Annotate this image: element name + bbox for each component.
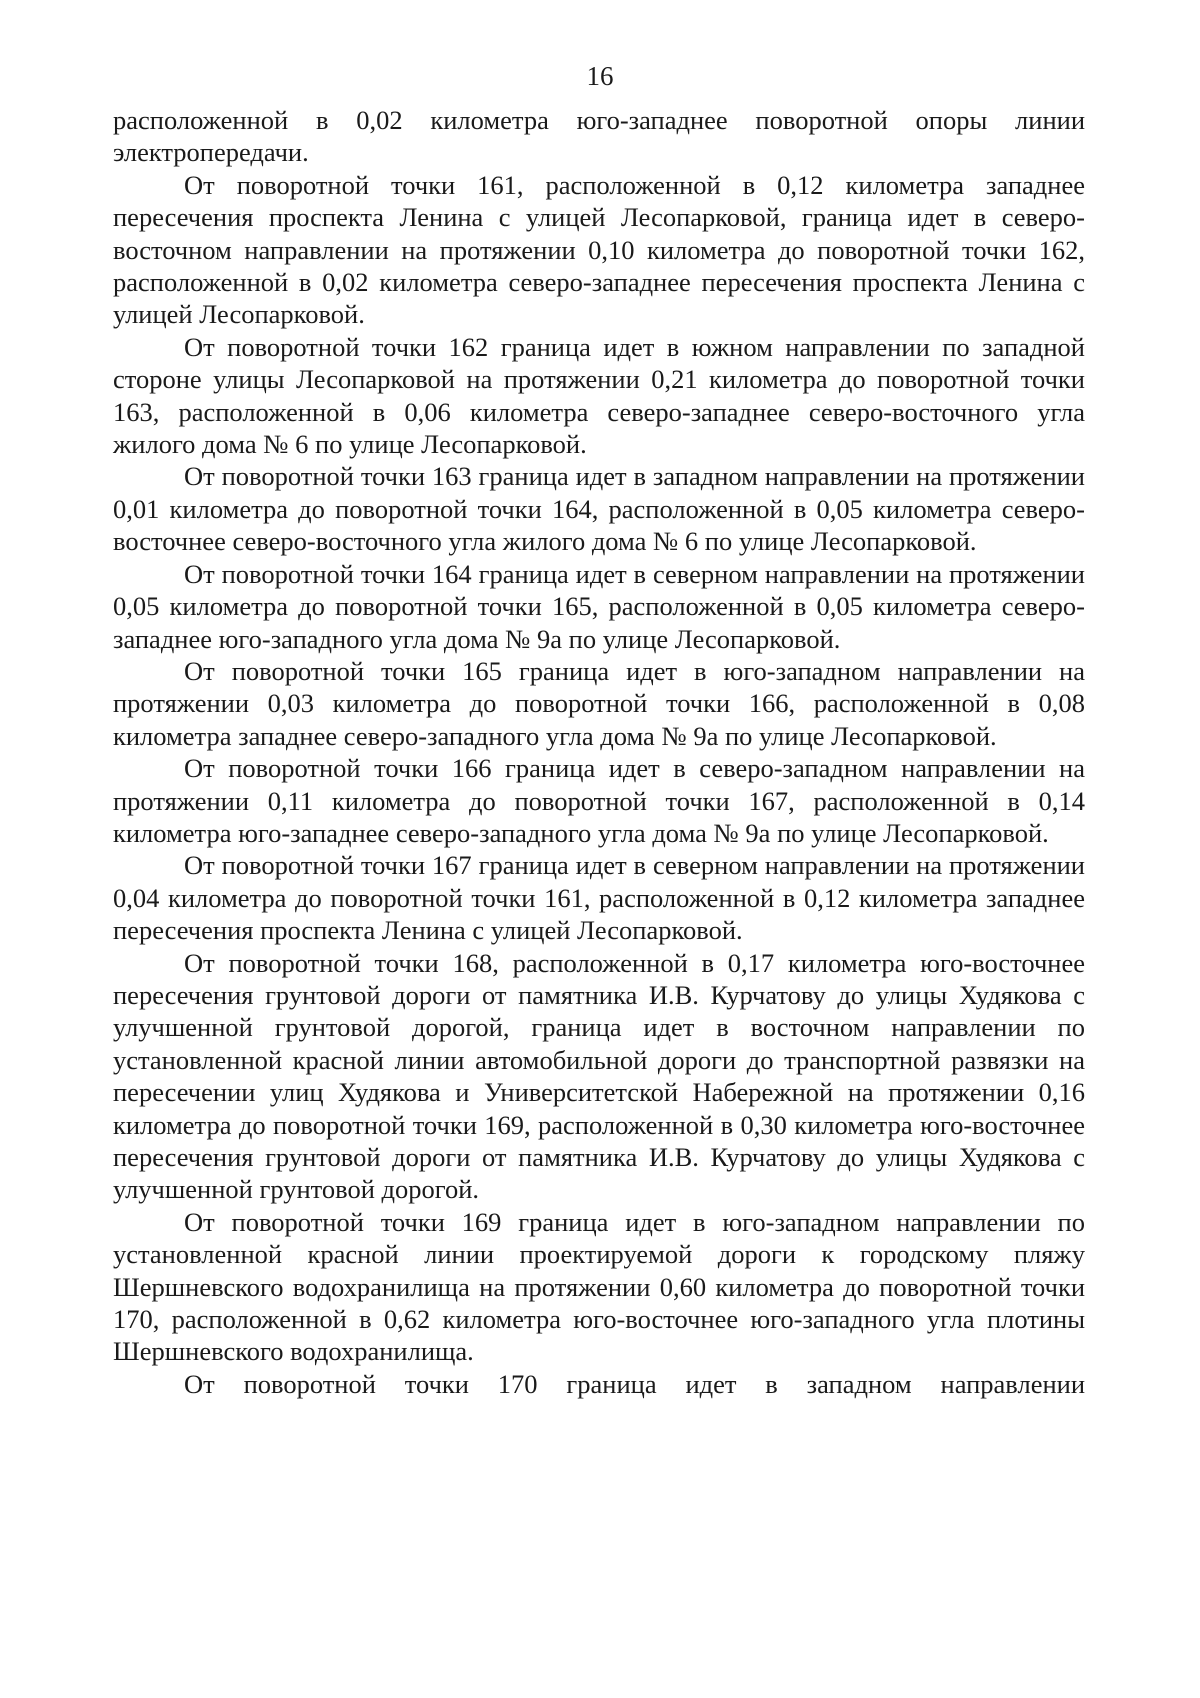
paragraph-point-164: От поворотной точки 164 граница идет в северном направлении на протяжении 0,05 километра до поворотной точки 165, расположенной в 0,05 километра северо-западнее юго-западного угла дома № 9а по улице Лесопарковой. bbox=[113, 558, 1085, 654]
paragraph-point-166: От поворотной точки 166 граница идет в северо-западном направлении на протяжении 0,11 километра до поворотной точки 167, расположенной в 0,14 километра юго-западнее северо-западного угла дома № 9а по улице Лесопарковой. bbox=[113, 753, 1085, 848]
paragraph-continuation: расположенной в 0,02 километра юго-западнее поворотной опоры линии электропередачи. bbox=[113, 105, 1085, 168]
paragraph-point-165: От поворотной точки 165 граница идет в юго-западном направлении на протяжении 0,03 километра до поворотной точки 166, расположенной в 0,08 километра западнее северо-западного угла дома № 9а по улице Лесопарковой. bbox=[113, 655, 1085, 751]
paragraph-point-170: От поворотной точки 170 граница идет в западном направлении bbox=[184, 1368, 1085, 1399]
document-body bbox=[113, 104, 1085, 1400]
paragraph-point-161: От поворотной точки 161, расположенной в 0,12 километра западнее пересечения проспекта Ленина с улицей Лесопарковой, граница идет в северо-восточном направлении на протяжении 0,10 километра до поворотной точки 162, расположенной в 0,02 километра северо-западнее пересечения проспекта Ленина с улицей Лесопарковой. bbox=[113, 169, 1085, 330]
paragraph-point-169: От поворотной точки 169 граница идет в юго-западном направлении по установленной красной линии проектируемой дороги к городскому пляжу Шершневского водохранилища на протяжении 0,60 километра до поворотной точки 170, расположенной в 0,62 километра юго-восточнее юго-западного угла плотины Шершневского водохранилища. bbox=[113, 1206, 1085, 1367]
paragraph-point-167: От поворотной точки 167 граница идет в северном направлении на протяжении 0,04 километра до поворотной точки 161, расположенной в 0,12 километра западнее пересечения проспекта Ленина с улицей Лесопарковой. bbox=[113, 850, 1085, 946]
paragraph-point-162: От поворотной точки 162 граница идет в южном направлении по западной стороне улицы Лесопарковой на протяжении 0,21 километра до поворотной точки 163, расположенной в 0,06 километра северо-западнее северо-восточного угла жилого дома № 6 по улице Лесопарковой. bbox=[113, 331, 1085, 460]
paragraph-point-163: От поворотной точки 163 граница идет в западном направлении на протяжении 0,01 километра до поворотной точки 164, расположенной в 0,05 километра северо-восточнее северо-восточного угла жилого дома № 6 по улице Лесопарковой. bbox=[113, 461, 1085, 557]
paragraph-point-168: От поворотной точки 168, расположенной в 0,17 километра юго-восточнее пересечения грунтовой дороги от памятника И.В. Курчатову до улицы Худякова с улучшенной грунтовой дорогой, граница идет в восточном направлении по установленной красной линии автомобильной дороги до транспортной развязки на пересечении улиц Худякова и Университетской Набережной на протяжении 0,16 километра до поворотной точки 169, расположенной в 0,30 километра юго-восточнее пересечения грунтовой дороги от памятника И.В. Курчатову до улицы Худякова с улучшенной грунтовой дорогой. bbox=[113, 947, 1085, 1205]
page-number: 16 bbox=[586, 61, 614, 91]
